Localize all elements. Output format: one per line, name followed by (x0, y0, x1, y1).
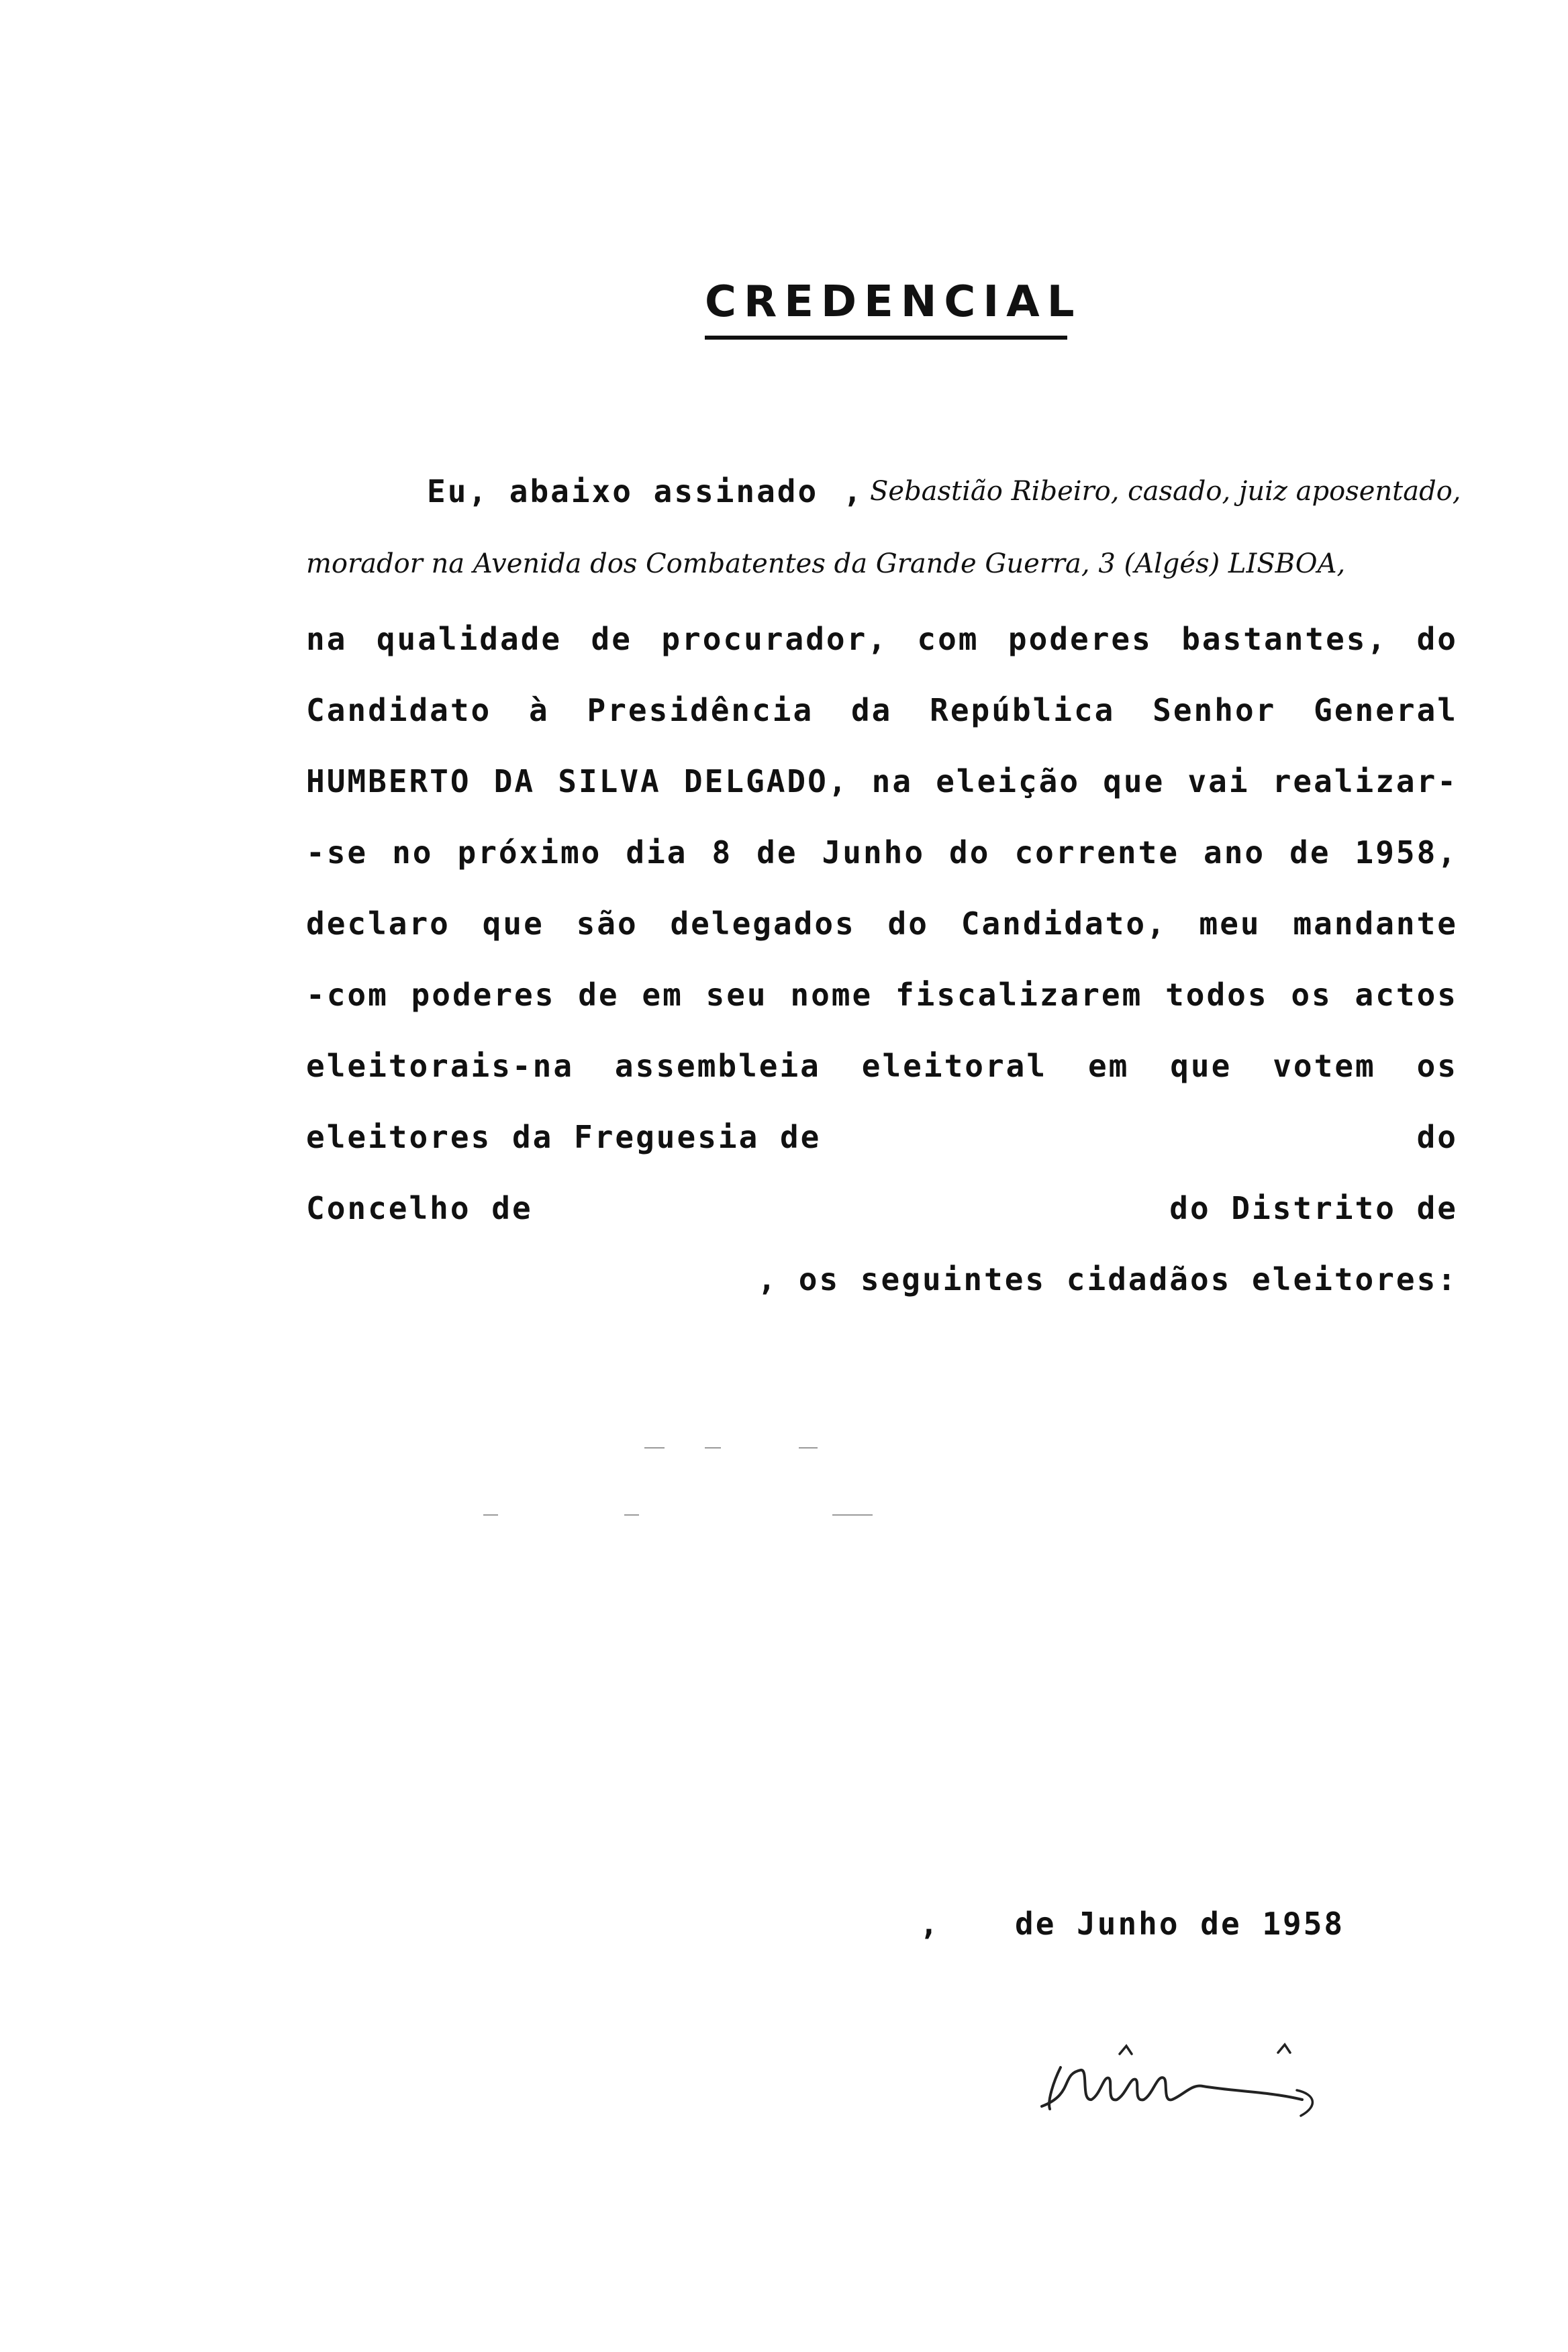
freguesia-label: eleitores da Freguesia de (306, 1119, 822, 1155)
signature-scribble (1034, 2027, 1356, 2121)
body-line-2: morador na Avenida dos Combatentes da Grande Guerra, 3 (Algés) LISBOA, (306, 548, 1346, 579)
paper-speck (624, 1514, 639, 1516)
body-line-5: HUMBERTO DA SILVA DELGADO, na eleição que vai realizar- (306, 763, 1458, 799)
typed-intro: Eu, abaixo assinado (427, 473, 819, 509)
document-title: CREDENCIAL (705, 275, 1067, 340)
body-line-1: Eu, abaixo assinado , Sebastião Ribeiro, casado, juiz aposentado, (306, 464, 1458, 518)
concelho-line (306, 1181, 1458, 1235)
date-line (920, 1897, 1376, 1951)
body-line-3: na qualidade de procurador, com poderes bastantes, do (306, 621, 1458, 657)
paper-speck (832, 1514, 873, 1516)
concelho-label: Concelho de (306, 1190, 533, 1226)
body-line-8: -com poderes de em seu nome fiscalizarem todos os actos (306, 977, 1458, 1013)
closing-line (306, 1253, 1458, 1306)
body-line-9: eleitorais-na assembleia eleitoral em que votem os (306, 1048, 1458, 1084)
closing-text: , os seguintes cidadãos eleitores: (757, 1261, 1458, 1297)
date-text: de Junho de 1958 (1015, 1906, 1345, 1942)
paper-speck (705, 1447, 721, 1449)
distrito-label: do Distrito de (1169, 1190, 1458, 1226)
body-line-6: -se no próximo dia 8 de Junho do corrente ano de 1958, (306, 834, 1458, 871)
freguesia-line (306, 1110, 1458, 1164)
paper-speck (644, 1447, 665, 1449)
date-comma: , (920, 1906, 940, 1942)
freguesia-do: do (1416, 1119, 1458, 1155)
paper-speck (799, 1447, 818, 1449)
body-line-4: Candidato à Presidência da República Senhor General (306, 692, 1458, 728)
body-line-7: declaro que são delegados do Candidato, meu mandante (306, 905, 1458, 942)
filled-name: Sebastião Ribeiro, casado, juiz aposentado, (870, 476, 1461, 507)
paper-speck (483, 1514, 498, 1516)
